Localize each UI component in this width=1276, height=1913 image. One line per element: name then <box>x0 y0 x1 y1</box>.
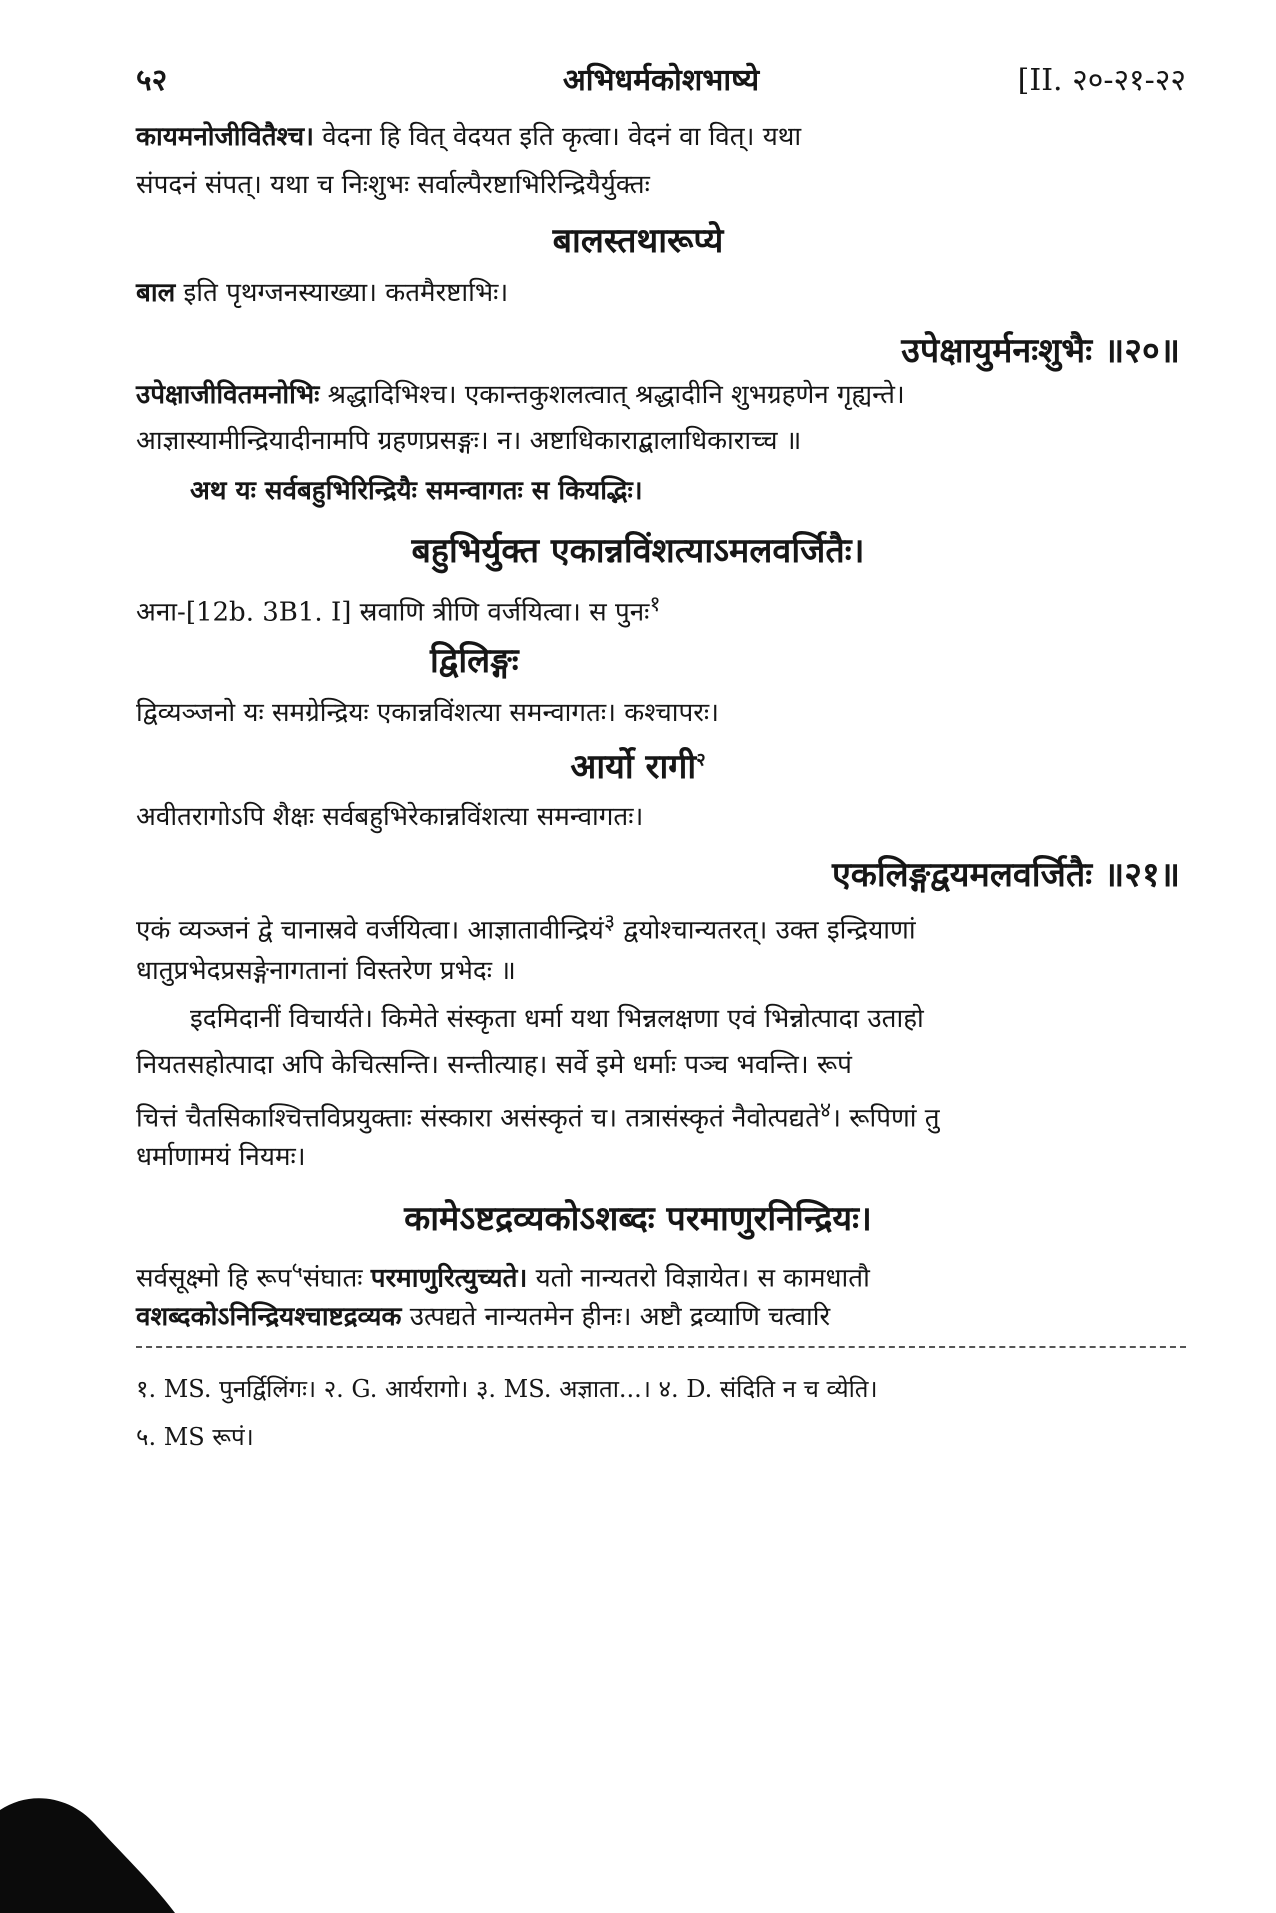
text-line: द्विव्यञ्जनो यः समग्रेन्द्रियः एकान्नविंशत्या समन्वागतः। कश्चापरः। <box>136 698 720 728</box>
footnote-divider <box>136 1346 1186 1348</box>
text-line: आज्ञास्यामीन्द्रियादीनामपि ग्रहणप्रसङ्गः। न। अष्टाधिकाराद्बालाधिकाराच्च ॥ <box>136 426 802 456</box>
text-line: उपेक्षाजीवितमनोभिः श्रद्धादिभिश्च। एकान्तकुशलत्वात् श्रद्धादीनि शुभग्रहणेन गृह्यन्ते। <box>136 380 905 410</box>
text-line: नियतसहोत्पादा अपि केचित्सन्ति। सन्तीत्याह। सर्वे इमे धर्माः पञ्च भवन्ति। रूपं <box>136 1050 852 1080</box>
page-number: ५२ <box>136 63 168 98</box>
footnote-line: १. MS. पुनर्द्विलिंगः। २. G. आर्यरागो। ३. MS. अज्ञाता...। ४. D. संदिति न च व्येति। <box>136 1375 878 1403</box>
section-reference: [II. २०-२१-२२ <box>1017 63 1186 98</box>
text-line: संपदनं संपत्। यथा च निःशुभः सर्वाल्पैरष्टाभिरिन्द्रियैर्युक्तः <box>136 170 650 200</box>
footnote-marker: ५ <box>291 1258 303 1283</box>
verse-line: बालस्तथारूप्ये <box>552 221 724 261</box>
verse-line: बहुभिर्युक्त एकान्नविंशत्याऽमलवर्जितैः। <box>411 531 865 571</box>
footnote-marker: १ <box>649 592 661 617</box>
verse-line: द्विलिङ्गः <box>430 641 519 681</box>
footnote-marker: ४ <box>819 1098 832 1123</box>
verse-line: कामेऽष्टद्रव्यकोऽशब्दः परमाणुरनिन्द्रियः। <box>404 1199 872 1239</box>
text-line: इदमिदानीं विचार्यते। किमेते संस्कृता धर्मा यथा भिन्नलक्षणा एवं भिन्नोत्पादा उताहो <box>190 1004 924 1034</box>
footnote-marker: ३ <box>603 910 616 935</box>
folio-reference: [12b. 3B1. I] <box>185 597 352 628</box>
footnote-line: ५. MS रूपं। <box>136 1423 254 1451</box>
text-line: चित्तं चैतसिकाश्चित्तविप्रयुक्ताः संस्कारा असंस्कृतं च। तत्रासंस्कृतं नैवोत्पद्यते$^४$। रूपिणां तु <box>136 1098 940 1134</box>
footnote-marker: २ <box>696 749 706 771</box>
text-line: सर्वसूक्ष्मो हि रूप$^५$संघातः परमाणुरित्युच्यते। यतो नान्यतरो विज्ञायेत। स कामधातौ <box>136 1258 870 1294</box>
text-line: बाल इति पृथग्जनस्याख्या। कतमैरष्टाभिः। <box>136 278 509 308</box>
text-line: अथ यः सर्वबहुभिरिन्द्रियैः समन्वागतः स कियद्भिः। <box>190 476 643 506</box>
scan-shadow-mark <box>0 1790 260 1913</box>
text-line: वशब्दकोऽनिन्द्रियश्चाष्टद्रव्यक उत्पद्यते नान्यतमेन हीनः। अष्टौ द्रव्याणि चत्वारि <box>136 1302 831 1332</box>
verse-line: एकलिङ्गद्वयमलवर्जितैः ॥२१॥ <box>831 855 1180 895</box>
text-line: एकं व्यञ्जनं द्वे चानास्रवे वर्जयित्वा। आज्ञातावीन्द्रियं$^३$ द्वयोश्चान्यतरत्। उक्त इन्द्रियाणां <box>136 910 916 946</box>
text-line: अना-[12b. 3B1. I] स्रवाणि त्रीणि वर्जयित्वा। स पुनः$^१$ <box>136 592 661 628</box>
verse-line: उपेक्षायुर्मनःशुभैः ॥२०॥ <box>901 331 1180 371</box>
text-line: अवीतरागोऽपि शैक्षः सर्वबहुभिरेकान्नविंशत्या समन्वागतः। <box>136 802 644 832</box>
running-title: अभिधर्मकोशभाष्ये <box>562 63 760 98</box>
text-line: कायमनोजीवितैश्च। वेदना हि वित् वेदयत इति कृत्वा। वेदनं वा वित्। यथा <box>136 122 802 152</box>
text-line: धातुप्रभेदप्रसङ्गेनागतानां विस्तरेण प्रभेदः ॥ <box>136 956 516 986</box>
verse-line: आर्यो रागी$^२$ <box>570 747 706 787</box>
text-line: धर्माणामयं नियमः। <box>136 1142 306 1172</box>
running-header <box>136 58 1186 102</box>
